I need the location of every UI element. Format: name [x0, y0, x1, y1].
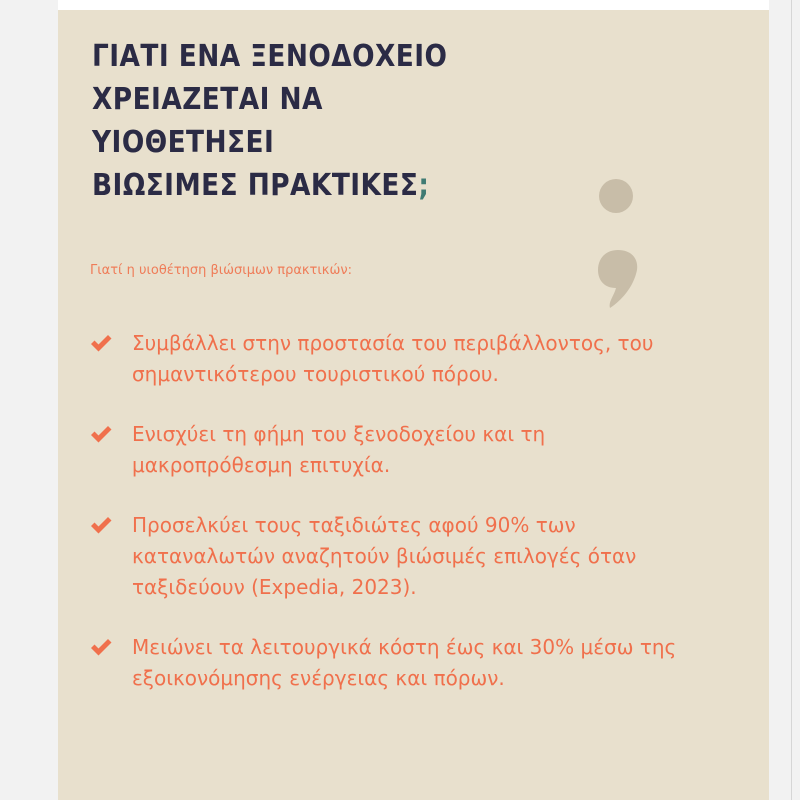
left-margin	[0, 0, 58, 800]
benefits-list	[88, 328, 688, 723]
list-item-text: Ενισχύει τη φήμη του ξενοδοχείου και τη μακροπρόθεσμη επιτυχία.	[132, 422, 546, 477]
subtitle: Γιατί η υιοθέτηση βιώσιμων πρακτικών:	[90, 263, 352, 278]
page-title	[92, 35, 514, 207]
list-item	[88, 419, 688, 481]
greek-question-mark-decoration-icon	[580, 150, 640, 310]
right-margin	[769, 0, 800, 800]
list-item-text: Προσελκύει τους ταξιδιώτες αφού 90% των καταναλωτών αναζητούν βιώσιμές επιλογές όταν ταξιδεύουν (Expedia, 2023).	[132, 513, 637, 599]
list-item	[88, 328, 688, 390]
title-line-2: ΧΡΕΙΑΖΕΤΑΙ ΝΑ ΥΙΟΘΕΤΗΣΕΙ	[92, 82, 323, 160]
title-line-1: ΓΙΑΤΙ ΕΝΑ ΞΕΝΟΔΟΧΕΙΟ	[92, 39, 448, 74]
list-item	[88, 632, 688, 694]
vertical-divider	[791, 0, 792, 800]
check-icon	[90, 333, 112, 353]
check-icon	[90, 424, 112, 444]
title-semicolon: ;	[418, 168, 430, 203]
check-icon	[90, 637, 112, 657]
list-item-text: Μειώνει τα λειτουργικά κόστη έως και 30% μέσω της εξοικονόμησης ενέργειας και πόρων.	[132, 635, 677, 690]
title-line-3: ΒΙΩΣΙΜΕΣ ΠΡΑΚΤΙΚΕΣ	[92, 168, 419, 203]
check-icon	[90, 515, 112, 535]
list-item-text: Συμβάλλει στην προστασία του περιβάλλοντος, του σημαντικότερου τουριστικού πόρου.	[132, 331, 654, 386]
list-item	[88, 510, 688, 603]
